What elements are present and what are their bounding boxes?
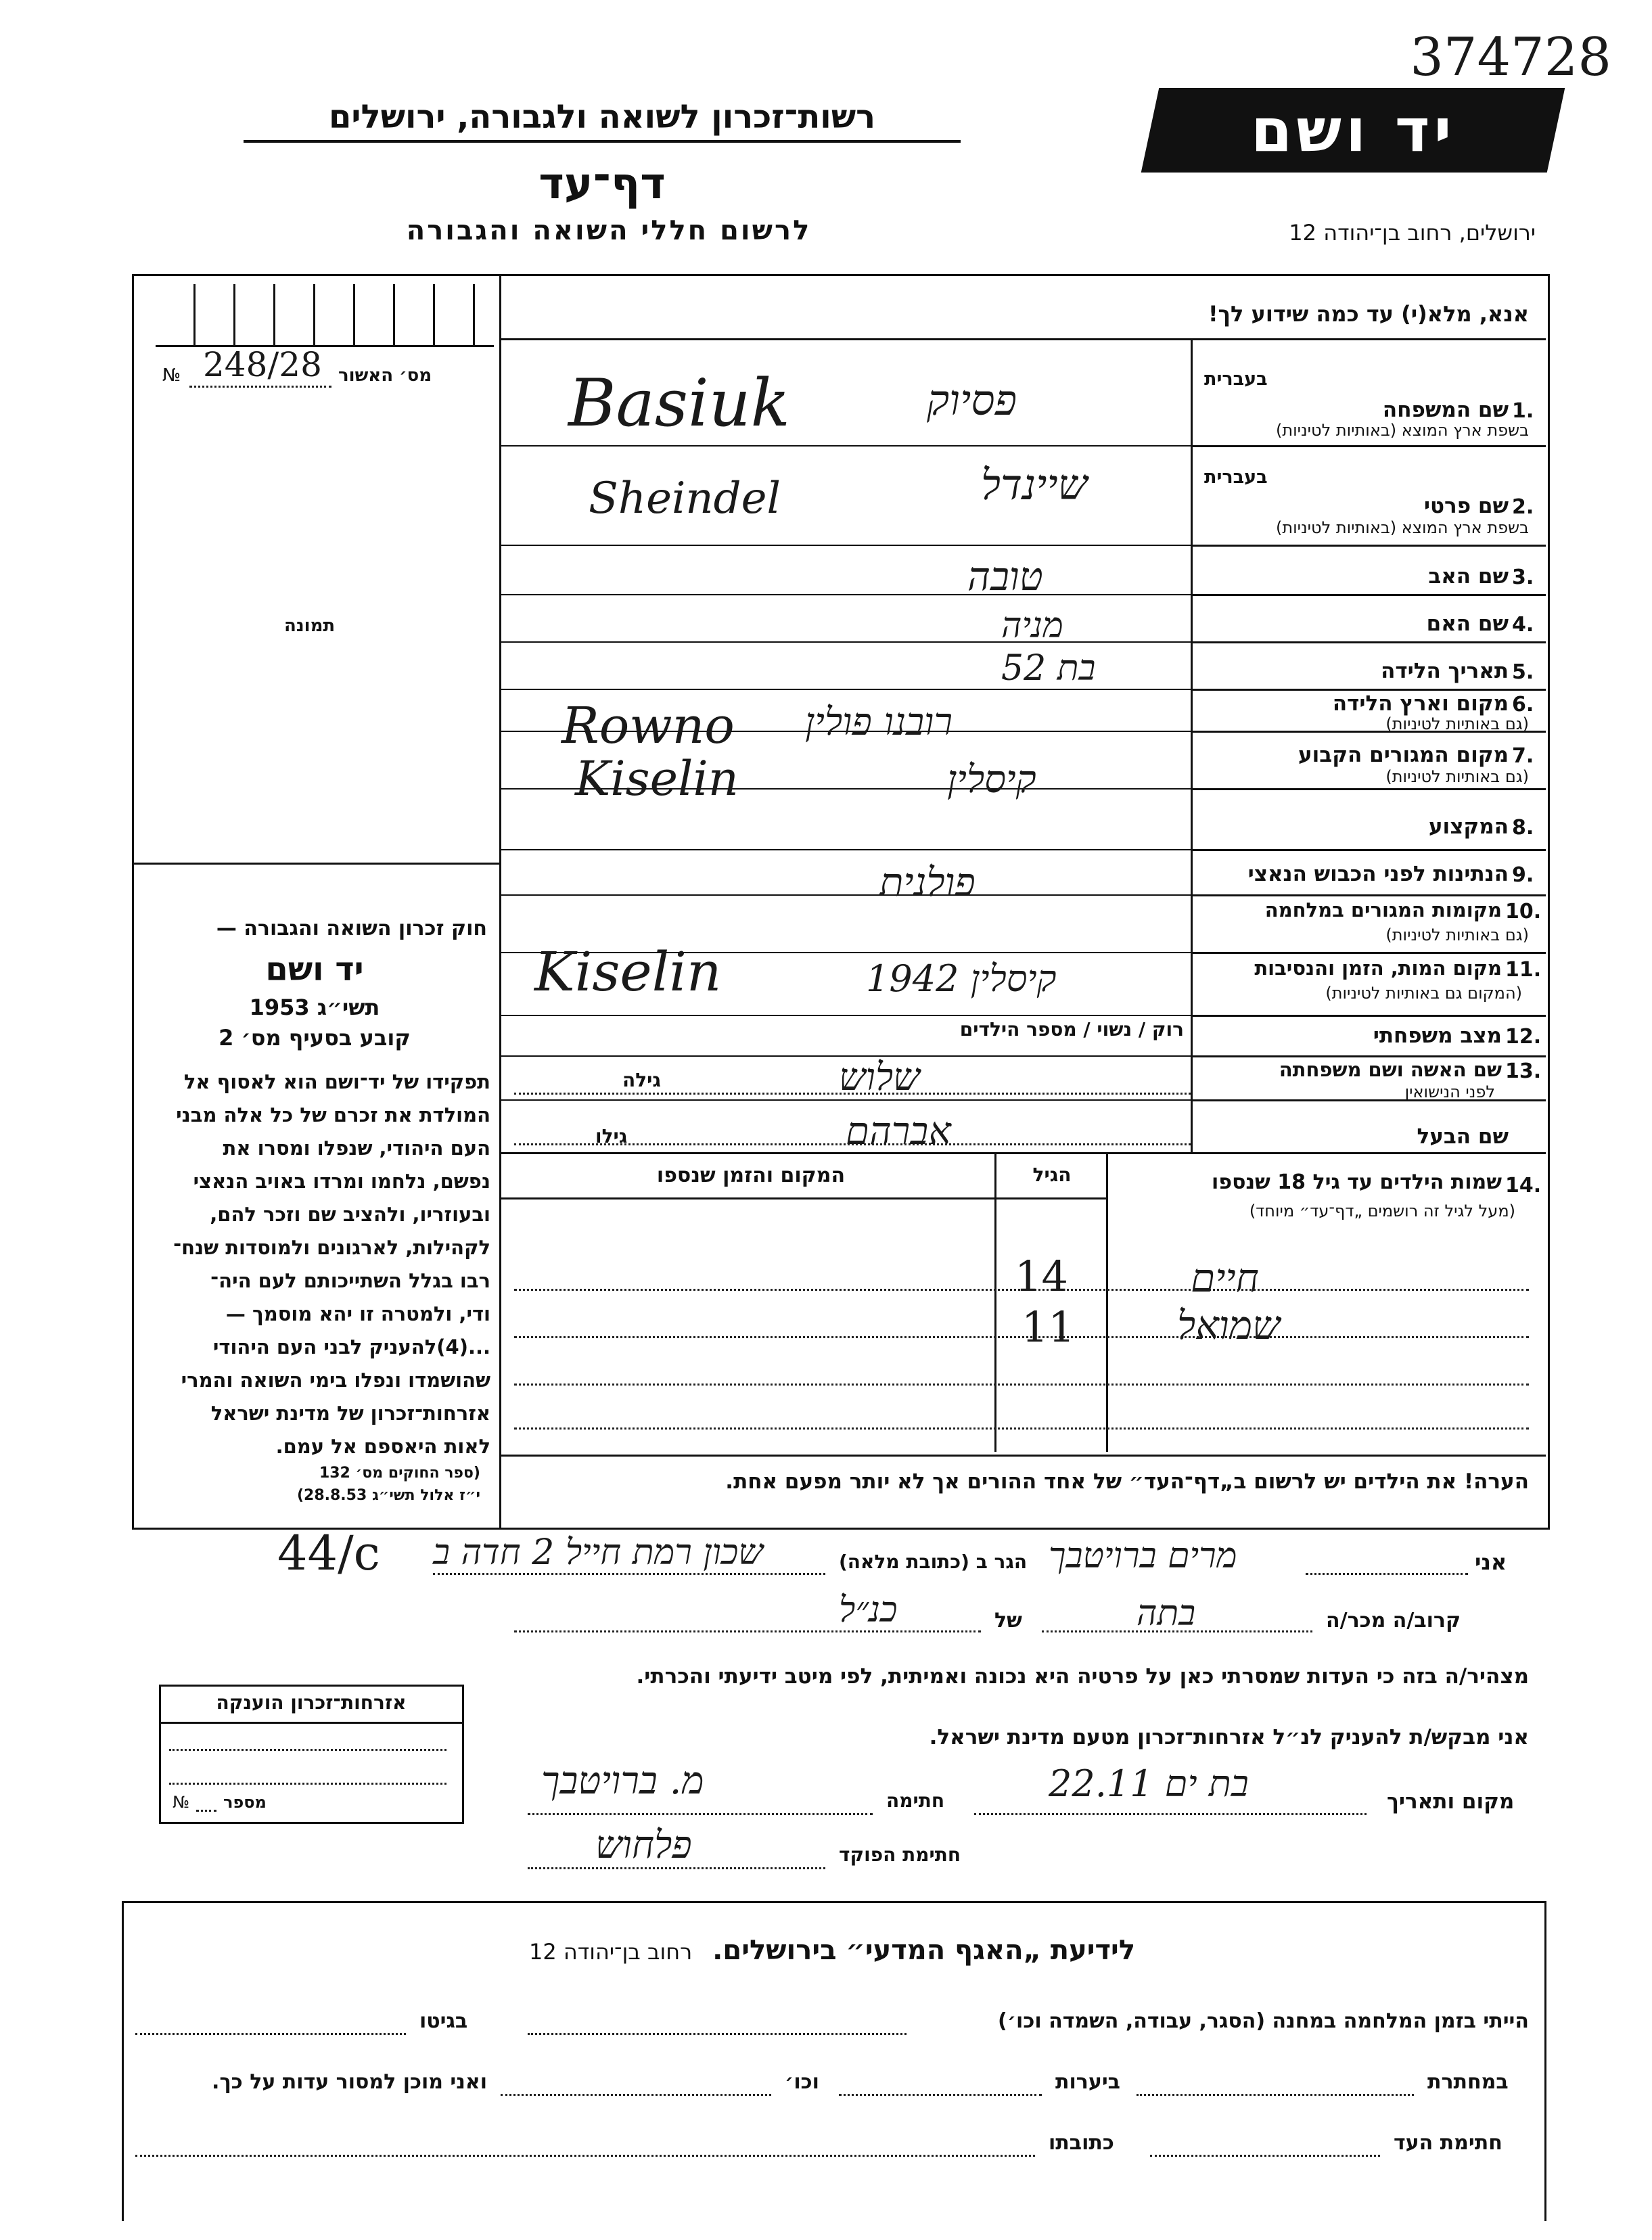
footer-camp-label: הייתי בזמן המלחמה במחנה (הסגר, עבודה, השמדה וכו׳) — [998, 2009, 1529, 2033]
hebrew-label: בעברית — [1204, 369, 1268, 390]
footer-etc-label: וכו׳ — [785, 2070, 819, 2094]
husband-value: אברהם — [846, 1110, 951, 1153]
children-note: הערה! את הילדים יש לרשום ב„דף־העד״ של אחד ההורים אך לא יותר מפעם אחת. — [725, 1469, 1529, 1494]
death-place-hebrew: קיסלין 1942 — [866, 957, 1057, 1000]
field-number: 6. — [1512, 693, 1534, 716]
field-number: 8. — [1512, 816, 1534, 840]
archive-number: 374728 — [1410, 27, 1611, 88]
place-date-label: מקום ותאריך — [1387, 1789, 1515, 1814]
field-label: מקומות המגורים במלחמה — [1264, 898, 1502, 921]
field-number: 4. — [1512, 613, 1534, 637]
declarant-name: מרים ברויטבך — [1049, 1536, 1237, 1576]
instruction: אנא, מלא(י) עד כמה שידוע לך! — [1208, 301, 1529, 327]
approval-stripes — [156, 284, 494, 347]
field-label: מקום המות, הזמן והנסיבות — [1254, 957, 1502, 980]
place-date-value: בת ים 22.11 — [1049, 1762, 1249, 1805]
logo-text: יד ושם — [1250, 95, 1456, 165]
birth-date: בת 52 — [1001, 648, 1096, 689]
birthplace-latin: Rowno — [561, 697, 735, 755]
field-number: 1. — [1512, 399, 1534, 423]
clerk-signature-value: פלחוש — [595, 1823, 692, 1867]
photo-label: תמונה — [284, 616, 336, 636]
field-number: 7. — [1512, 744, 1534, 768]
law-line: תפקידו של יד־ושם הוא לאסוף אל — [183, 1070, 490, 1093]
law-line: ...(4)להעניק לבני העם היהודי — [212, 1335, 490, 1358]
firstname-latin: Sheindel — [589, 474, 781, 524]
law-line: שהושמדו ונפלו בימי השואה והמרי — [181, 1369, 490, 1392]
field-sublabel: בשפת ארץ המוצא (באותיות לטיניות) — [1276, 421, 1529, 440]
child-name: חיים — [1191, 1255, 1259, 1301]
child-age: 11 — [1022, 1302, 1075, 1352]
footer-title: לידיעת „האגף המדעי״ בירושלים. — [712, 1935, 1136, 1966]
clerk-signature-label: חתימת הפוקד — [839, 1844, 961, 1866]
field-sublabel: (המקום גם באותיות לטיניות) — [1325, 984, 1522, 1003]
field-number: 13. — [1505, 1059, 1542, 1083]
wife-age-label: גילה — [622, 1069, 661, 1091]
field-label: תאריך הלידה — [1381, 659, 1509, 683]
relation-of: של — [994, 1609, 1022, 1632]
children-number: 14. — [1505, 1174, 1542, 1197]
field-label: הנתינות לפני הכבוש הנאצי — [1247, 862, 1509, 886]
law-title: חוק זכרון השואה והגבורה — — [216, 917, 487, 940]
field-label: שם האם — [1426, 612, 1509, 636]
signature-value: מ. ברויטבך — [541, 1759, 704, 1803]
field-number: 9. — [1512, 863, 1534, 887]
field-number: 3. — [1512, 566, 1534, 589]
decl-address-label: הגר ב (כתובת מלאה) — [839, 1551, 1028, 1573]
marital-options: רוק / נשוי / מספר הילדים — [959, 1018, 1184, 1041]
surname-hebrew: פסיוק — [927, 375, 1017, 425]
law-line: לקהילות, לארגונים ולמוסדות שנח־ — [173, 1236, 490, 1259]
citizenship-title: אזרחות־זכרון הוענקה — [216, 1691, 407, 1714]
hebrew-label: בעברית — [1204, 467, 1268, 488]
field-number: 11. — [1505, 958, 1542, 982]
approval-no: № — [162, 365, 181, 386]
children-sublabel: (מעל לגיל זה רושמים „דף־עד״ מיוחד) — [1249, 1202, 1515, 1220]
husband-age-label: גילו — [595, 1125, 628, 1147]
law-line: ובעוזריו, ולהציב שם וזכר להם, — [210, 1203, 490, 1226]
declaration-text: מצהיר/ה בזה כי העדות שמסרתי כאן על פרטיה היא נכונה ואמיתית, לפי מיטב ידיעתי והכרתי. — [636, 1664, 1529, 1689]
field-number: 2. — [1512, 495, 1534, 519]
field-sublabel: בשפת ארץ המוצא (באותיות לטיניות) — [1276, 518, 1529, 537]
field-label: שם האב — [1428, 564, 1509, 589]
children-label: שמות הילדים עד גיל 18 שנספו — [1212, 1170, 1502, 1194]
footer-forest-label: ביערות — [1055, 2070, 1120, 2094]
field-label: שם פרטי — [1423, 494, 1509, 518]
footer-underground-label: במחתרת — [1427, 2070, 1509, 2094]
law-line: ודי, ולמטרה זו יהא מוסמך — — [225, 1302, 490, 1325]
law-citation: (ספר החוקים מס׳ 132 — [319, 1465, 480, 1482]
law-line: נפשם, נלחמו ומרדו באויב הנאצי — [193, 1170, 490, 1193]
approval-value: 248/28 — [203, 345, 322, 384]
form-title: דף־עד — [538, 159, 666, 209]
signature-label: חתימה — [886, 1789, 945, 1812]
law-line: רבו בגלל השתייכותם לעם היה־ — [210, 1269, 490, 1292]
father-name: טובה — [967, 553, 1043, 599]
footer-willing-label: ואני מוכן למסור עדות על כך. — [212, 2070, 487, 2094]
age-header: הגיל — [1032, 1164, 1072, 1186]
law-line: לאות היאספם אל עמם. — [275, 1435, 490, 1458]
field-label: שם המשפחה — [1382, 398, 1509, 422]
death-place-latin: Kiselin — [534, 940, 722, 1003]
law-line: המולדת את זכרם של כל אלה מבני — [176, 1103, 490, 1126]
field-sublabel: לפני הנישואין — [1404, 1082, 1495, 1101]
field-sublabel: (גם באותיות לטיניות) — [1385, 767, 1529, 786]
law-body — [142, 1066, 490, 1463]
relation-name: כנ״ל — [839, 1590, 898, 1630]
approval-label: מס׳ האשור — [338, 365, 432, 386]
wife-value: שלוש — [839, 1055, 920, 1099]
field-label: מקום וארץ הלידה — [1332, 691, 1509, 716]
footer-witness-signature-label: חתימת העד — [1394, 2131, 1502, 2155]
declarant-address: שכון רמת חייל 2 חדה ב — [433, 1532, 764, 1573]
form-subtitle: לרשום חללי השואה והגבורה — [406, 215, 812, 246]
address: ירושלים, רחוב בן־יהודה 12 — [1289, 220, 1536, 246]
nationality: פולנית — [879, 859, 976, 905]
field-sublabel: (גם באותיות לטיניות) — [1385, 714, 1529, 733]
law-name: יד ושם — [265, 951, 364, 988]
field-sublabel: (גם באותיות לטיניות) — [1385, 925, 1529, 944]
child-age: 14 — [1015, 1252, 1068, 1301]
birthplace-hebrew: רובנו פולין — [805, 700, 953, 744]
law-line: אזרחות־זכרון של מדינת ישראל — [210, 1402, 490, 1425]
request-text: אני מבקש/ת להעניק לנ״ל אזרחות־זכרון מטעם מדינת ישראל. — [929, 1725, 1529, 1750]
child-name: שמואל — [1177, 1302, 1281, 1348]
residence-latin: Kiselin — [575, 751, 739, 806]
husband-label: שם הבעל — [1417, 1124, 1509, 1149]
footer-address-label: כתובתו — [1049, 2131, 1114, 2155]
place-header: המקום והזמן שנספו — [656, 1164, 846, 1187]
footer-ghetto-label: בגיטו — [419, 2009, 468, 2033]
residence-hebrew: קיסלין — [947, 758, 1036, 802]
law-line: העם היהודי, שנפלו ומסרו את — [223, 1137, 490, 1160]
surname-latin: Basiuk — [568, 365, 790, 441]
law-clause: קובע בסעיף מס׳ 2 — [219, 1025, 411, 1051]
decl-prefix: אני — [1475, 1549, 1507, 1575]
field-label: מקום המגורים הקבוע — [1298, 743, 1509, 767]
margin-note: 44/c — [277, 1526, 380, 1581]
law-citation: י״ז אלול תשי״ג 28.8.53) — [296, 1487, 480, 1504]
citizenship-no: № — [173, 1793, 189, 1812]
relation-value: בתה — [1137, 1593, 1196, 1634]
mother-name: מניה — [1001, 605, 1063, 646]
citizenship-number-label: מספר — [223, 1793, 267, 1812]
relation-label: קרוב/ה מכר/ה — [1326, 1609, 1461, 1632]
field-number: 12. — [1505, 1025, 1542, 1049]
field-number: 5. — [1512, 660, 1534, 684]
footer-address: רחוב בן־יהודה 12 — [528, 1939, 693, 1965]
firstname-hebrew: שיינדל — [981, 460, 1088, 509]
authority-name: רשות־זכרון לשואה ולגבורה, ירושלים — [244, 98, 961, 143]
footer-title-group — [135, 1935, 1529, 1966]
field-number: 10. — [1505, 900, 1542, 923]
yad-vashem-logo — [1141, 88, 1565, 173]
law-year: תשי״ג 1953 — [249, 995, 380, 1020]
field-label: המקצוע — [1428, 815, 1509, 839]
field-label: שם האשה ושם משפחתה — [1279, 1058, 1502, 1081]
field-label: מצב משפחתי — [1373, 1024, 1502, 1048]
